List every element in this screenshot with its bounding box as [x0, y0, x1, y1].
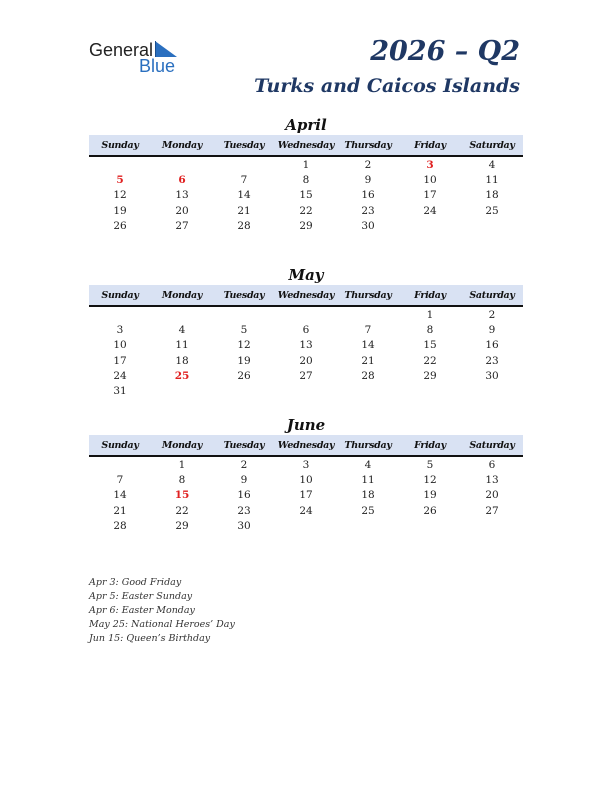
country-subtitle: Turks and Caicos Islands: [254, 75, 520, 97]
holiday-date-cell: 25: [174, 369, 190, 382]
date-cell: 22: [175, 504, 189, 517]
month-june: [89, 415, 523, 533]
date-cell: 26: [237, 369, 251, 382]
holiday-date-cell: 15: [174, 489, 190, 502]
date-cell: 14: [113, 489, 127, 502]
date-cell: 24: [113, 369, 127, 382]
date-cell: 19: [237, 354, 251, 367]
date-cell: 20: [299, 354, 313, 367]
holiday-note: Apr 5: Easter Sunday: [89, 591, 193, 602]
holiday-date-cell: 3: [426, 158, 434, 171]
date-cell: 14: [237, 189, 251, 202]
week-row: [89, 218, 523, 233]
date-cell: 19: [113, 204, 127, 217]
weekday-label: Friday: [414, 139, 446, 151]
date-cell: 21: [361, 354, 375, 367]
date-cell: 13: [175, 189, 189, 202]
holiday-note: Apr 6: Easter Monday: [89, 605, 195, 616]
date-cell: 25: [361, 504, 375, 517]
date-cell: 18: [485, 189, 499, 202]
date-cell: 14: [361, 339, 375, 352]
weekday-label: Saturday: [469, 439, 515, 451]
date-cell: 30: [237, 519, 251, 532]
week-row: [89, 353, 523, 368]
week-row: [89, 518, 523, 533]
date-cell: 27: [175, 219, 189, 232]
weekday-label: Tuesday: [223, 139, 265, 151]
date-cell: 24: [423, 204, 437, 217]
weekday-label: Monday: [161, 439, 203, 451]
date-cell: 17: [113, 354, 127, 367]
date-cell: 12: [237, 339, 251, 352]
date-cell: 4: [364, 458, 372, 471]
week-row: [89, 322, 523, 337]
date-cell: 6: [302, 323, 310, 336]
weekday-label: Sunday: [101, 289, 139, 301]
weekday-label: Sunday: [101, 139, 139, 151]
date-cell: 18: [175, 354, 189, 367]
holiday-date-cell: 6: [178, 173, 186, 186]
weekday-label: Friday: [414, 439, 446, 451]
date-cell: 20: [485, 489, 499, 502]
month-april: [89, 115, 523, 233]
weekday-label: Friday: [414, 289, 446, 301]
date-cell: 23: [361, 204, 375, 217]
date-cell: 13: [299, 339, 313, 352]
weekday-header-row: [89, 135, 523, 157]
date-cell: 10: [423, 173, 437, 186]
date-cell: 8: [302, 173, 310, 186]
date-cell: 22: [299, 204, 313, 217]
week-row: [89, 157, 523, 172]
date-cell: 15: [299, 189, 313, 202]
date-cell: 28: [113, 519, 127, 532]
month-name: June: [286, 416, 326, 434]
date-cell: 7: [116, 473, 124, 486]
date-cell: 11: [175, 339, 189, 352]
week-row: [89, 307, 523, 322]
date-cell: 4: [178, 323, 186, 336]
weekday-label: Sunday: [101, 439, 139, 451]
logo-general-text: General: [89, 40, 154, 60]
week-row: [89, 188, 523, 203]
weekday-header-row: [89, 435, 523, 457]
week-row: [89, 368, 523, 383]
date-cell: 3: [302, 458, 310, 471]
date-cell: 3: [116, 323, 124, 336]
date-cell: 1: [426, 308, 434, 321]
date-cell: 29: [299, 219, 313, 232]
date-cell: 8: [426, 323, 434, 336]
date-cell: 16: [237, 489, 251, 502]
logo-blue-text: Blue: [139, 56, 176, 76]
date-cell: 12: [423, 473, 437, 486]
date-cell: 25: [485, 204, 499, 217]
date-cell: 20: [175, 204, 189, 217]
date-cell: 11: [361, 473, 375, 486]
weekday-header-row: [89, 285, 523, 307]
week-row: [89, 383, 523, 398]
date-cell: 1: [302, 158, 310, 171]
date-cell: 23: [237, 504, 251, 517]
holiday-notes: [89, 576, 235, 646]
date-cell: 9: [364, 173, 372, 186]
weekday-label: Thursday: [344, 139, 392, 151]
date-cell: 5: [240, 323, 248, 336]
date-cell: 17: [299, 489, 313, 502]
date-cell: 2: [488, 308, 496, 321]
date-cell: 13: [485, 473, 499, 486]
date-cell: 18: [361, 489, 375, 502]
week-row: [89, 203, 523, 218]
weekday-label: Monday: [161, 139, 203, 151]
date-cell: 16: [485, 339, 499, 352]
date-cell: 24: [299, 504, 313, 517]
date-cell: 22: [423, 354, 437, 367]
date-cell: 8: [178, 473, 186, 486]
weekday-label: Wednesday: [277, 289, 335, 301]
week-row: [89, 172, 523, 187]
date-cell: 28: [237, 219, 251, 232]
month-name: April: [285, 116, 327, 134]
date-cell: 29: [175, 519, 189, 532]
holiday-date-cell: 5: [116, 173, 124, 186]
date-cell: 30: [361, 219, 375, 232]
week-row: [89, 338, 523, 353]
date-cell: 17: [423, 189, 437, 202]
weekday-label: Wednesday: [277, 439, 335, 451]
date-cell: 12: [113, 189, 127, 202]
date-cell: 21: [113, 504, 127, 517]
date-cell: 26: [113, 219, 127, 232]
page-title: 2026 – Q2: [370, 36, 520, 67]
date-cell: 4: [488, 158, 496, 171]
date-cell: 30: [485, 369, 499, 382]
date-cell: 2: [364, 158, 372, 171]
date-cell: 7: [240, 173, 248, 186]
holiday-note: Apr 3: Good Friday: [89, 577, 182, 588]
date-cell: 2: [240, 458, 248, 471]
date-cell: 1: [178, 458, 186, 471]
weekday-label: Thursday: [344, 289, 392, 301]
weekday-label: Saturday: [469, 139, 515, 151]
date-cell: 10: [299, 473, 313, 486]
date-cell: 27: [485, 504, 499, 517]
date-cell: 5: [426, 458, 434, 471]
date-cell: 11: [485, 173, 499, 186]
week-row: [89, 503, 523, 518]
weekday-label: Thursday: [344, 439, 392, 451]
date-cell: 28: [361, 369, 375, 382]
date-cell: 15: [423, 339, 437, 352]
date-cell: 26: [423, 504, 437, 517]
date-cell: 31: [113, 385, 127, 398]
holiday-note: May 25: National Heroes’ Day: [89, 619, 235, 630]
holiday-note: Jun 15: Queen’s Birthday: [89, 633, 211, 644]
weekday-label: Tuesday: [223, 439, 265, 451]
date-cell: 19: [423, 489, 437, 502]
week-row: [89, 472, 523, 487]
date-cell: 9: [240, 473, 248, 486]
date-cell: 21: [237, 204, 251, 217]
weekday-label: Saturday: [469, 289, 515, 301]
logo: [89, 40, 189, 76]
date-cell: 16: [361, 189, 375, 202]
flag-triangle-icon: [155, 41, 177, 57]
date-cell: 29: [423, 369, 437, 382]
date-cell: 7: [364, 323, 372, 336]
weekday-label: Wednesday: [277, 139, 335, 151]
date-cell: 23: [485, 354, 499, 367]
date-cell: 9: [488, 323, 496, 336]
week-row: [89, 457, 523, 472]
month-name: May: [288, 266, 324, 284]
weekday-label: Monday: [161, 289, 203, 301]
month-may: [89, 265, 523, 399]
week-row: [89, 488, 523, 503]
date-cell: 10: [113, 339, 127, 352]
date-cell: 6: [488, 458, 496, 471]
date-cell: 27: [299, 369, 313, 382]
weekday-label: Tuesday: [223, 289, 265, 301]
